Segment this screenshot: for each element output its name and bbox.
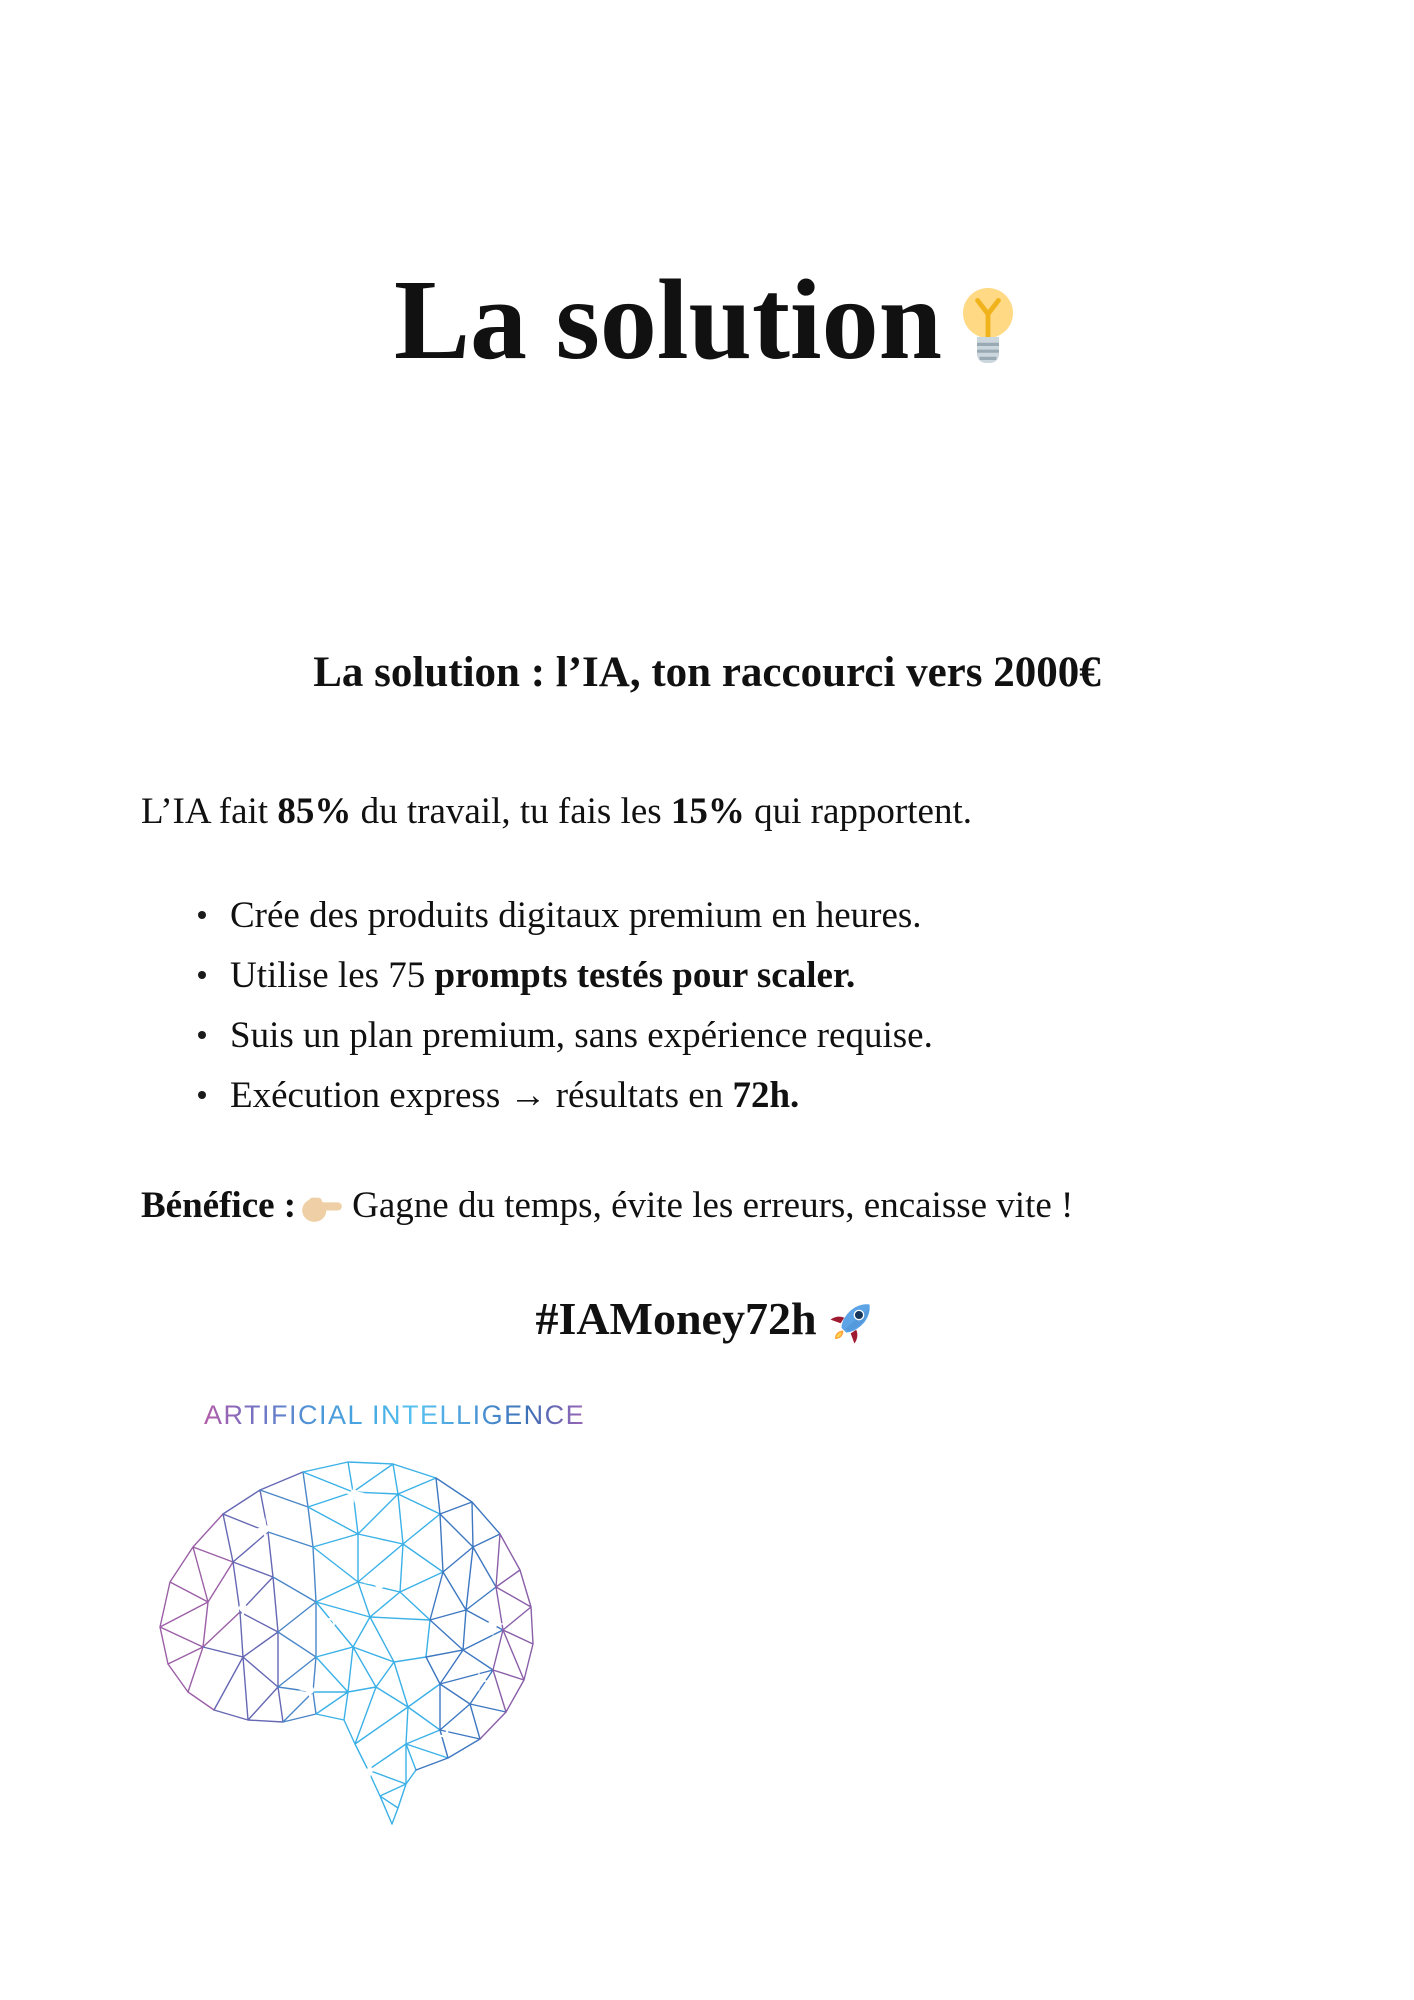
list-item <box>196 1065 933 1125</box>
bullet-text-regular: Exécution express → résultats en <box>230 1074 733 1116</box>
bullet-text <box>230 1074 799 1117</box>
bullet-text-regular: Utilise les 75 <box>230 954 435 996</box>
intro-paragraph <box>141 790 1291 834</box>
list-item <box>196 885 933 945</box>
light-bulb-icon <box>956 258 1020 406</box>
intro-pct2: 15% <box>670 791 745 832</box>
intro-post: qui rapportent. <box>744 791 972 832</box>
bullet-text: Crée des produits digitaux premium en heures. <box>230 894 922 936</box>
bullet-text <box>230 954 855 997</box>
bullet-text-bold: 72h. <box>732 1074 800 1116</box>
bullet-dot <box>198 911 206 919</box>
ai-graphic-caption: ARTIFICIAL INTELLIGENCE <box>204 1400 586 1430</box>
bullet-list <box>196 885 933 1125</box>
bullet-dot <box>198 1091 206 1099</box>
list-item <box>196 1005 933 1065</box>
list-item <box>196 945 933 1005</box>
benefit-label: Bénéfice : <box>141 1185 297 1226</box>
benefit-line <box>141 1182 1321 1239</box>
title-text: La solution <box>393 256 942 383</box>
bullet-text-bold: prompts testés pour scaler. <box>434 954 856 996</box>
hashtag-text: #IAMoney72h <box>535 1293 817 1344</box>
bullet-text: Suis un plan premium, sans expérience requise. <box>230 1014 933 1056</box>
subtitle: La solution : l’IA, ton raccourci vers 2000€ <box>313 649 1101 696</box>
page-title <box>0 246 1414 406</box>
brain-network-graphic <box>148 1452 548 1837</box>
bullet-dot <box>198 1031 206 1039</box>
intro-pct1: 85% <box>277 791 352 832</box>
bullet-dot <box>198 971 206 979</box>
rocket-icon <box>827 1295 879 1358</box>
backhand-index-pointing-right-icon <box>300 1188 344 1239</box>
hashtag-line <box>0 1292 1414 1358</box>
intro-mid: du travail, tu fais les <box>351 791 671 832</box>
benefit-text: Gagne du temps, évite les erreurs, encaisse vite ! <box>352 1185 1074 1226</box>
intro-pre: L’IA fait <box>141 791 278 832</box>
